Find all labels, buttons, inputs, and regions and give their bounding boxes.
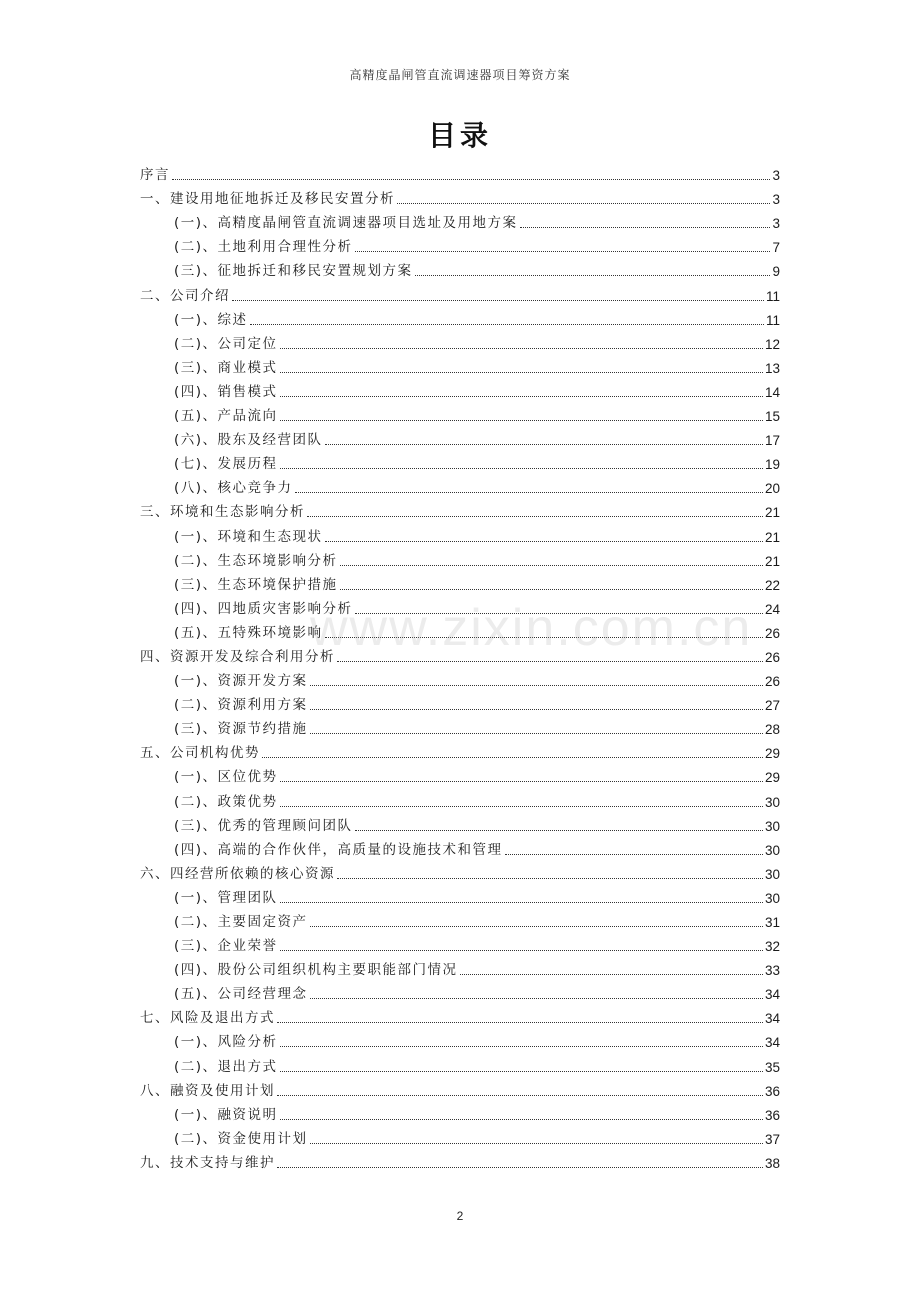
- toc-entry-label: (七)、发展历程: [174, 456, 278, 473]
- toc-entry[interactable]: [140, 955, 780, 979]
- toc-leader-dots: [310, 1143, 763, 1144]
- toc-entry-page: 34: [764, 987, 780, 1003]
- toc-entry-label: 七、风险及退出方式: [140, 1010, 275, 1027]
- toc-leader-dots: [172, 179, 770, 180]
- toc-entry-label: 四、资源开发及综合利用分析: [140, 648, 335, 665]
- toc-entry[interactable]: [140, 305, 780, 329]
- toc-entry-page: 30: [764, 866, 780, 882]
- toc-entry-label: (五)、产品流向: [174, 408, 278, 425]
- toc-entry-label: (四)、销售模式: [174, 383, 278, 400]
- toc-entry-page: 38: [764, 1155, 780, 1171]
- toc-entry[interactable]: [140, 1003, 780, 1027]
- toc-leader-dots: [310, 733, 763, 734]
- toc-entry[interactable]: [140, 931, 780, 955]
- toc-entry[interactable]: [140, 425, 780, 449]
- toc-entry-label: (四)、股份公司组织机构主要职能部门情况: [174, 962, 458, 979]
- toc-entry[interactable]: [140, 690, 780, 714]
- toc-entry[interactable]: [140, 979, 780, 1003]
- toc-entry-page: 26: [764, 674, 780, 690]
- toc-leader-dots: [505, 854, 763, 855]
- toc-entry[interactable]: [140, 449, 780, 473]
- toc-entry[interactable]: [140, 280, 780, 304]
- toc-entry-label: 六、四经营所依赖的核心资源: [140, 865, 335, 882]
- toc-entry[interactable]: [140, 184, 780, 208]
- toc-entry-label: (三)、生态环境保护措施: [174, 576, 338, 593]
- toc-entry-page: 37: [764, 1131, 780, 1147]
- toc-entry-label: (四)、四地质灾害影响分析: [174, 600, 353, 617]
- toc-entry-page: 21: [764, 505, 780, 521]
- toc-entry-label: 一、建设用地征地拆迁及移民安置分析: [140, 191, 395, 208]
- toc-entry-page: 34: [764, 1035, 780, 1051]
- toc-entry-page: 34: [764, 1011, 780, 1027]
- toc-entry-page: 35: [764, 1059, 780, 1075]
- toc-entry-label: (二)、资源利用方案: [174, 697, 308, 714]
- toc-entry-page: 33: [764, 963, 780, 979]
- toc-entry[interactable]: [140, 883, 780, 907]
- toc-leader-dots: [280, 781, 763, 782]
- toc-entry-label: (一)、环境和生态现状: [174, 528, 323, 545]
- toc-entry[interactable]: [140, 618, 780, 642]
- toc-entry[interactable]: [140, 1100, 780, 1124]
- toc-entry[interactable]: [140, 811, 780, 835]
- toc-entry[interactable]: [140, 714, 780, 738]
- toc-entry[interactable]: [140, 738, 780, 762]
- toc-entry[interactable]: [140, 353, 780, 377]
- toc-title: 目录: [427, 119, 492, 152]
- toc-entry[interactable]: [140, 835, 780, 859]
- toc-entry-page: 9: [772, 264, 780, 280]
- toc-leader-dots: [325, 541, 763, 542]
- toc-leader-dots: [397, 203, 770, 204]
- toc-entry-label: (二)、政策优势: [174, 793, 278, 810]
- toc-leader-dots: [310, 685, 763, 686]
- toc-leader-dots: [310, 926, 763, 927]
- toc-entry-label: 二、公司介绍: [140, 287, 230, 304]
- toc-entry[interactable]: [140, 377, 780, 401]
- toc-entry[interactable]: [140, 1027, 780, 1051]
- toc-entry[interactable]: [140, 859, 780, 883]
- toc-leader-dots: [277, 1022, 763, 1023]
- toc-leader-dots: [340, 589, 763, 590]
- toc-entry-label: (一)、资源开发方案: [174, 673, 308, 690]
- toc-entry-page: 26: [764, 649, 780, 665]
- toc-leader-dots: [277, 1167, 763, 1168]
- watermark: www.zixin.com.cn: [310, 599, 753, 657]
- toc-entry-label: (二)、生态环境影响分析: [174, 552, 338, 569]
- toc-entry-page: 11: [765, 288, 780, 304]
- toc-entry[interactable]: [140, 497, 780, 521]
- toc-entry[interactable]: [140, 160, 780, 184]
- toc-entry-page: 22: [764, 577, 780, 593]
- toc-leader-dots: [232, 300, 764, 301]
- toc-entry[interactable]: [140, 642, 780, 666]
- toc-entry[interactable]: [140, 666, 780, 690]
- toc-entry-label: (一)、风险分析: [174, 1034, 278, 1051]
- toc-entry-page: 14: [764, 384, 780, 400]
- toc-leader-dots: [355, 830, 763, 831]
- toc-entry-page: 21: [764, 553, 780, 569]
- toc-entry-page: 7: [772, 240, 780, 256]
- toc-entry[interactable]: [140, 232, 780, 256]
- toc-entry-page: 29: [764, 770, 780, 786]
- toc-entry[interactable]: [140, 208, 780, 232]
- toc-entry[interactable]: [140, 329, 780, 353]
- toc-entry-label: (八)、核心竞争力: [174, 480, 293, 497]
- toc-entry-label: (六)、股东及经营团队: [174, 432, 323, 449]
- toc-entry-page: 29: [764, 746, 780, 762]
- page-header: 高精度晶闸管直流调速器项目筹资方案: [349, 68, 571, 82]
- toc-entry-label: (三)、资源节约措施: [174, 721, 308, 738]
- toc-entry[interactable]: [140, 546, 780, 570]
- toc-entry-label: (一)、区位优势: [174, 769, 278, 786]
- toc-entry[interactable]: [140, 473, 780, 497]
- toc-entry-label: (二)、公司定位: [174, 335, 278, 352]
- toc-leader-dots: [280, 468, 763, 469]
- toc-entry[interactable]: [140, 786, 780, 810]
- toc-entry[interactable]: [140, 1076, 780, 1100]
- toc-leader-dots: [280, 902, 763, 903]
- toc-leader-dots: [460, 974, 763, 975]
- toc-entry-page: 36: [764, 1107, 780, 1123]
- toc-entry-page: 32: [764, 939, 780, 955]
- toc-entry-page: 30: [764, 794, 780, 810]
- toc-leader-dots: [280, 1071, 763, 1072]
- toc-leader-dots: [280, 396, 763, 397]
- table-of-contents: [140, 160, 780, 1172]
- toc-leader-dots: [280, 806, 763, 807]
- toc-entry-page: 3: [772, 168, 780, 184]
- toc-leader-dots: [520, 227, 771, 228]
- toc-entry-label: (二)、主要固定资产: [174, 914, 308, 930]
- toc-leader-dots: [310, 998, 763, 999]
- toc-entry-page: 28: [764, 722, 780, 738]
- toc-leader-dots: [277, 1095, 763, 1096]
- toc-entry-page: 21: [764, 529, 780, 545]
- toc-entry[interactable]: [140, 907, 780, 931]
- toc-leader-dots: [337, 878, 763, 879]
- toc-leader-dots: [340, 565, 763, 566]
- toc-entry[interactable]: [140, 594, 780, 618]
- toc-entry-page: 15: [764, 409, 780, 425]
- toc-entry-page: 31: [764, 915, 780, 930]
- toc-entry-label: (三)、企业荣誉: [174, 938, 278, 955]
- toc-entry-label: 序言: [140, 167, 170, 184]
- toc-leader-dots: [337, 661, 763, 662]
- toc-entry-label: 三、环境和生态影响分析: [140, 504, 305, 521]
- toc-entry[interactable]: [140, 1051, 780, 1075]
- toc-leader-dots: [280, 372, 763, 373]
- toc-entry-page: 12: [764, 336, 780, 352]
- toc-entry-page: 3: [772, 192, 780, 208]
- toc-entry[interactable]: [140, 1148, 780, 1172]
- toc-entry-label: (三)、优秀的管理顾问团队: [174, 817, 353, 834]
- toc-leader-dots: [280, 1046, 763, 1047]
- toc-entry-label: (一)、高精度晶闸管直流调速器项目选址及用地方案: [174, 215, 518, 232]
- toc-leader-dots: [280, 1119, 763, 1120]
- toc-leader-dots: [355, 613, 763, 614]
- toc-entry[interactable]: [140, 256, 780, 280]
- toc-leader-dots: [280, 420, 763, 421]
- toc-entry-label: (三)、商业模式: [174, 359, 278, 376]
- toc-entry-page: 20: [764, 481, 780, 497]
- toc-entry-page: 3: [772, 216, 780, 232]
- toc-leader-dots: [310, 709, 763, 710]
- toc-entry-label: (一)、管理团队: [174, 889, 278, 906]
- toc-entry[interactable]: [140, 1124, 780, 1148]
- toc-entry-label: (五)、公司经营理念: [174, 986, 308, 1003]
- page-number: 2: [456, 1209, 464, 1223]
- toc-leader-dots: [307, 516, 763, 517]
- toc-entry[interactable]: [140, 762, 780, 786]
- toc-entry-label: (三)、征地拆迁和移民安置规划方案: [174, 263, 413, 280]
- toc-entry-label: 八、融资及使用计划: [140, 1082, 275, 1099]
- toc-leader-dots: [355, 251, 771, 252]
- toc-entry-label: (一)、综述: [174, 311, 248, 328]
- toc-entry-page: 26: [764, 625, 780, 641]
- toc-entry-page: 19: [764, 457, 780, 473]
- toc-entry-label: 五、公司机构优势: [140, 745, 260, 762]
- toc-leader-dots: [415, 275, 771, 276]
- toc-leader-dots: [250, 324, 764, 325]
- toc-entry-page: 11: [765, 312, 780, 328]
- toc-entry-page: 17: [764, 433, 780, 449]
- toc-leader-dots: [280, 950, 763, 951]
- toc-entry-page: 30: [764, 818, 780, 834]
- toc-entry-page: 30: [764, 890, 780, 906]
- toc-leader-dots: [295, 492, 763, 493]
- toc-entry-label: (二)、资金使用计划: [174, 1130, 308, 1147]
- toc-leader-dots: [262, 757, 763, 758]
- toc-entry-page: 27: [764, 698, 780, 714]
- toc-entry-label: (四)、高端的合作伙伴，高质量的设施技术和管理: [174, 841, 503, 858]
- toc-leader-dots: [325, 637, 763, 638]
- toc-entry-page: 30: [764, 842, 780, 858]
- toc-entry-label: (二)、土地利用合理性分析: [174, 239, 353, 256]
- toc-entry-label: (五)、五特殊环境影响: [174, 624, 323, 641]
- toc-entry[interactable]: [140, 401, 780, 425]
- toc-entry-label: (一)、融资说明: [174, 1106, 278, 1123]
- toc-entry-page: 13: [764, 360, 780, 376]
- toc-entry-page: 36: [764, 1083, 780, 1099]
- toc-entry[interactable]: [140, 570, 780, 594]
- toc-leader-dots: [325, 444, 763, 445]
- toc-entry-label: 九、技术支持与维护: [140, 1154, 275, 1171]
- toc-entry-label: (二)、退出方式: [174, 1058, 278, 1075]
- toc-entry[interactable]: [140, 521, 780, 545]
- toc-leader-dots: [280, 348, 763, 349]
- toc-entry-page: 24: [764, 601, 780, 617]
